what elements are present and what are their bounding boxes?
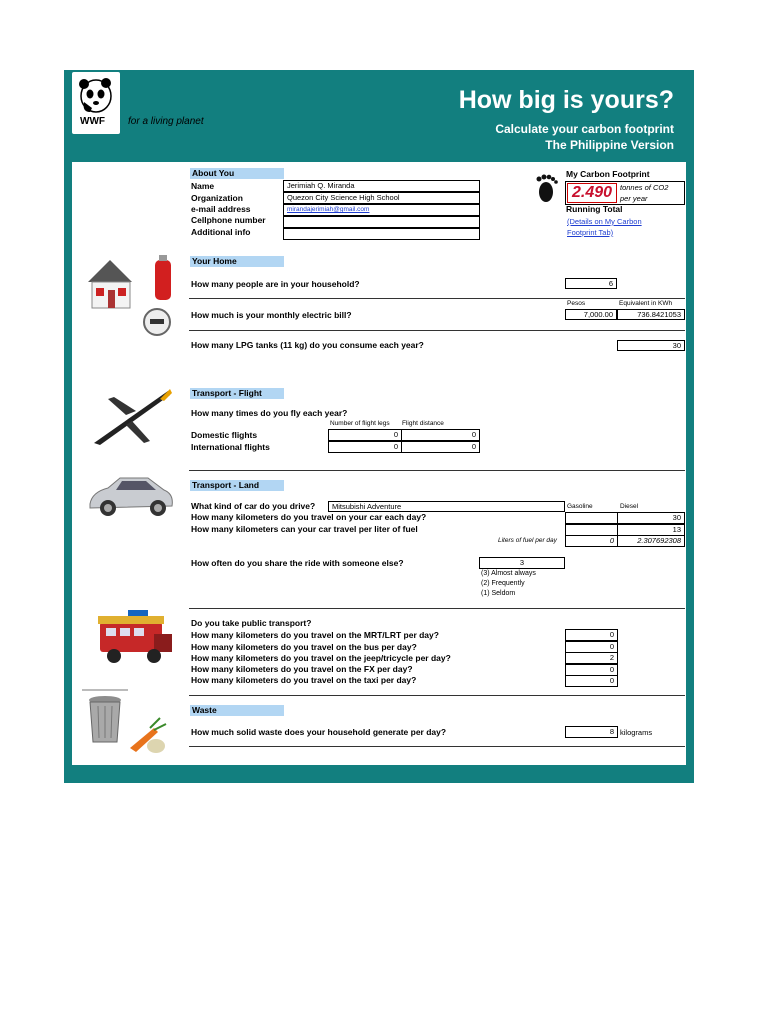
intl-label: International flights	[191, 442, 270, 452]
page-title: How big is yours?	[458, 86, 674, 114]
lpg-field[interactable]: 30	[617, 340, 685, 351]
org-field[interactable]: Quezon City Science High School	[283, 192, 480, 204]
bus-field[interactable]: 0	[565, 641, 618, 653]
waste-question: How much solid waste does your household generate per day?	[191, 727, 447, 737]
waste-field[interactable]: 8	[565, 726, 618, 738]
km-diesel-field[interactable]: 30	[617, 512, 685, 524]
footprint-unit: tonnes of CO2	[620, 183, 669, 192]
taxi-question: How many kilometers do you travel on the taxi per day?	[191, 675, 417, 685]
brand-text: WWF	[80, 116, 105, 127]
domestic-label: Domestic flights	[191, 430, 258, 440]
divider	[189, 746, 685, 747]
info-field[interactable]	[283, 228, 480, 240]
car-field[interactable]: Mitsubishi Adventure	[328, 501, 565, 512]
divider	[189, 330, 685, 331]
jeepney-icon	[92, 604, 176, 668]
divider	[189, 298, 685, 299]
domestic-distance-field[interactable]: 0	[401, 429, 480, 441]
fx-field[interactable]: 0	[565, 664, 618, 676]
distance-label: Flight distance	[402, 420, 444, 427]
section-about: About You	[190, 168, 284, 179]
divider	[189, 608, 685, 609]
subtitle: Calculate your carbon footprint	[495, 122, 674, 136]
intl-distance-field[interactable]: 0	[401, 441, 480, 453]
kmpl-diesel-field[interactable]: 13	[617, 524, 685, 536]
tagline: for a living planet	[128, 116, 204, 127]
share-option-1: (1) Seldom	[481, 590, 516, 597]
divider	[189, 695, 685, 696]
share-question: How often do you share the ride with someone else?	[191, 558, 404, 568]
footprint-icon	[530, 172, 560, 204]
house-icon	[80, 252, 180, 342]
gasoline-label: Gasoline	[567, 503, 593, 510]
public-question: Do you take public transport?	[191, 618, 312, 628]
name-field[interactable]: Jerimiah Q. Miranda	[283, 180, 480, 192]
fly-question: How many times do you fly each year?	[191, 408, 348, 418]
bill-question: How much is your monthly electric bill?	[191, 310, 352, 320]
subtitle-version: The Philippine Version	[545, 138, 674, 152]
share-option-2: (2) Frequently	[481, 580, 525, 587]
fuel-diesel-value: 2.307692308	[617, 535, 685, 547]
footprint-box	[565, 181, 685, 205]
km-question: How many kilometers do you travel on your car each day?	[191, 512, 427, 522]
airplane-icon	[90, 385, 172, 447]
diesel-label: Diesel	[620, 503, 639, 510]
legs-label: Number of flight legs	[330, 420, 390, 427]
taxi-field[interactable]: 0	[565, 675, 618, 687]
footprint-value: 2.490	[567, 183, 617, 203]
car-icon	[86, 474, 176, 520]
details-link-tab[interactable]: Footprint Tab)	[567, 228, 614, 237]
car-question: What kind of car do you drive?	[191, 501, 316, 511]
details-link[interactable]: (Details on My Carbon	[567, 217, 642, 226]
people-field[interactable]: 6	[565, 278, 617, 289]
kwh-label: Equivalent in KWh	[619, 300, 673, 307]
trash-can-icon	[80, 688, 172, 758]
info-label: Additional info	[191, 227, 251, 237]
section-land: Transport - Land	[190, 480, 284, 491]
people-question: How many people are in your household?	[191, 279, 360, 289]
jeep-field[interactable]: 2	[565, 652, 618, 664]
running-total-label: Running Total	[566, 204, 623, 214]
mrt-question: How many kilometers do you travel on the MRT/LRT per day?	[191, 630, 439, 640]
email-field[interactable]: mirandajerimiah@gmail.com	[283, 204, 480, 216]
org-label: Organization	[191, 193, 243, 203]
domestic-legs-field[interactable]: 0	[328, 429, 402, 441]
section-waste: Waste	[190, 705, 284, 716]
section-home: Your Home	[190, 256, 284, 267]
divider	[189, 470, 685, 471]
phone-field[interactable]	[283, 216, 480, 228]
wwf-logo	[72, 72, 120, 134]
phone-label: Cellphone number	[191, 215, 266, 225]
email-label: e-mail address	[191, 204, 251, 214]
jeep-question: How many kilometers do you travel on the jeep/tricycle per day?	[191, 653, 451, 663]
waste-unit: kilograms	[620, 728, 653, 737]
bus-question: How many kilometers do you travel on the bus per day?	[191, 642, 417, 652]
section-flight: Transport - Flight	[190, 388, 284, 399]
footprint-title: My Carbon Footprint	[566, 169, 650, 179]
name-label: Name	[191, 181, 215, 191]
share-option-3: (3) Almost always	[481, 570, 536, 577]
mrt-field[interactable]: 0	[565, 629, 618, 641]
pesos-label: Pesos	[567, 300, 586, 307]
footprint-period: per year	[620, 194, 648, 203]
fuel-gasoline-value: 0	[565, 535, 618, 547]
kwh-value: 736.8421053	[617, 309, 685, 320]
share-field[interactable]: 3	[479, 557, 565, 569]
fuel-label: Liters of fuel per day	[498, 537, 557, 544]
fx-question: How many kilometers do you travel on the FX per day?	[191, 664, 413, 674]
lpg-question: How many LPG tanks (11 kg) do you consume each year?	[191, 340, 424, 350]
bill-field[interactable]: 7,000.00	[565, 309, 617, 320]
km-gasoline-field[interactable]	[565, 512, 618, 524]
kmpl-question: How many kilometers can your car travel per liter of fuel	[191, 524, 418, 534]
intl-legs-field[interactable]: 0	[328, 441, 402, 453]
